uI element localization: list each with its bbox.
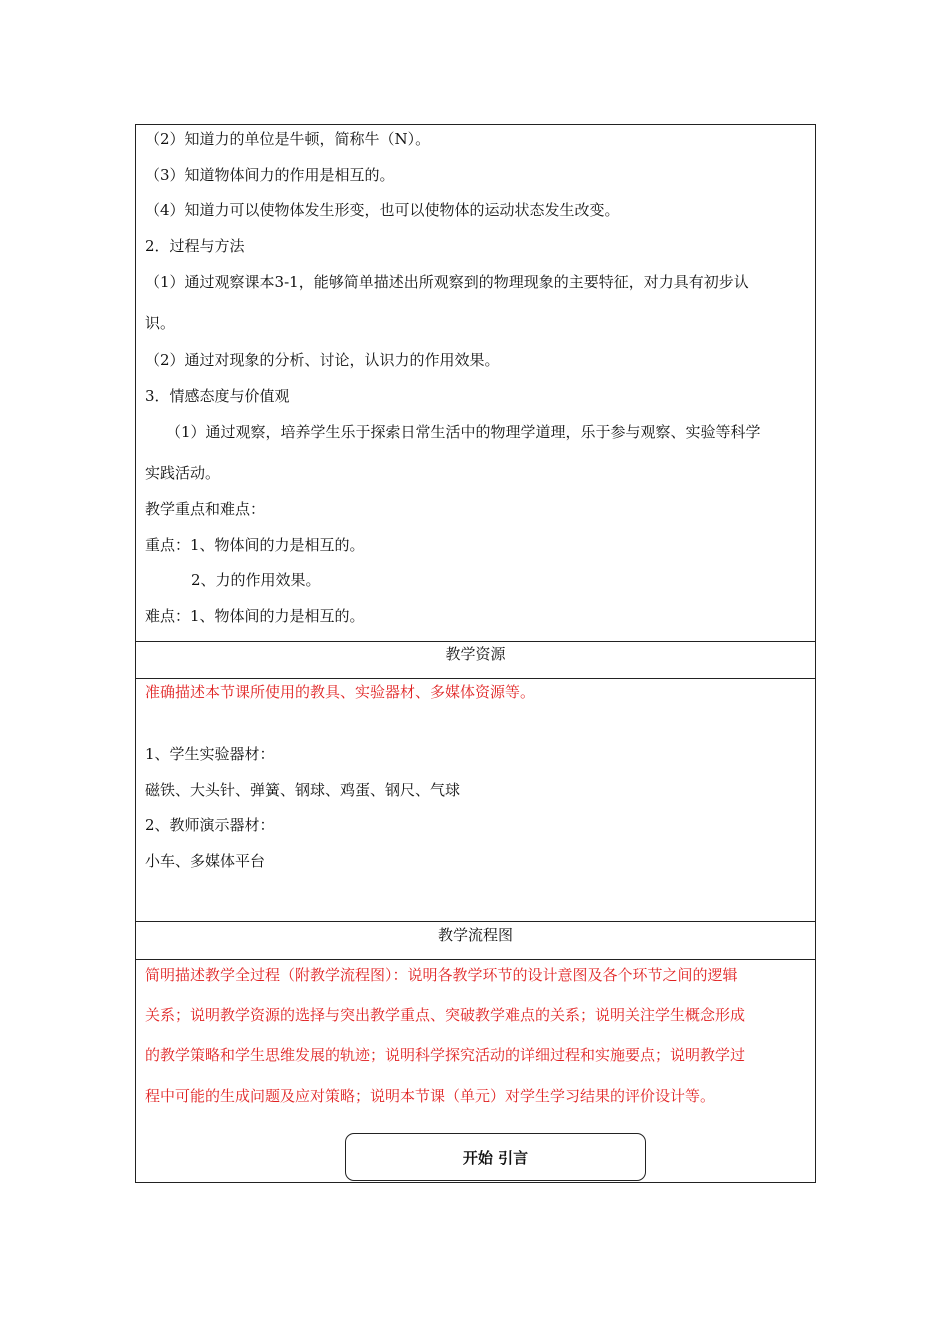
attitude-line: （1）通过观察，培养学生乐于探索日常生活中的物理学道理，乐于参与观察、实验等科学	[166, 423, 761, 441]
flow-instruction-line: 程中可能的生成问题及应对策略；说明本节课（单元）对学生学习结果的评价设计等。	[145, 1087, 716, 1105]
difficulty-line: 难点：1、物体间的力是相互的。	[145, 607, 365, 625]
row-divider	[136, 678, 815, 679]
objective-line: （4）知道力可以使物体发生形变，也可以使物体的运动状态发生改变。	[145, 201, 620, 219]
objective-line: （2）知道力的单位是牛顿，简称牛（N）。	[145, 130, 431, 148]
process-line: （1）通过观察课本3-1，能够简单描述出所观察到的物理现象的主要特征，对力具有初步认	[145, 273, 749, 291]
process-line: 识。	[145, 314, 176, 332]
resources-instruction: 准确描述本节课所使用的教具、实验器材、多媒体资源等。	[145, 683, 536, 701]
resources-line: 磁铁、大头针、弹簧、钢球、鸡蛋、钢尺、气球	[145, 781, 461, 799]
row-divider	[136, 959, 815, 960]
keypoint-line: 2、力的作用效果。	[191, 571, 321, 589]
attitude-heading: 3．情感态度与价值观	[145, 387, 290, 405]
keypoints-heading: 教学重点和难点：	[145, 500, 266, 518]
row-divider	[136, 921, 815, 922]
flowchart-start-label: 开始 引言	[462, 1148, 529, 1167]
flow-title: 教学流程图	[437, 926, 513, 944]
resources-line: 1、学生实验器材：	[145, 745, 275, 763]
keypoint-line: 重点：1、物体间的力是相互的。	[145, 536, 365, 554]
lesson-plan-table	[135, 124, 816, 1183]
flowchart-start-box	[345, 1133, 646, 1181]
flow-instruction-line: 简明描述教学全过程（附教学流程图）：说明各教学环节的设计意图及各个环节之间的逻辑	[145, 966, 738, 984]
resources-line: 2、教师演示器材：	[145, 816, 275, 834]
row-divider	[136, 641, 815, 642]
flow-instruction-line: 的教学策略和学生思维发展的轨迹；说明科学探究活动的详细过程和实施要点；说明教学过	[145, 1046, 746, 1064]
attitude-line: 实践活动。	[145, 464, 221, 482]
flow-instruction-line: 关系；说明教学资源的选择与突出教学重点、突破教学难点的关系；说明关注学生概念形成	[145, 1006, 746, 1024]
process-heading: 2．过程与方法	[145, 237, 245, 255]
objective-line: （3）知道物体间力的作用是相互的。	[145, 166, 395, 184]
resources-line: 小车、多媒体平台	[145, 852, 266, 870]
process-line: （2）通过对现象的分析、讨论，认识力的作用效果。	[145, 351, 500, 369]
resources-title: 教学资源	[445, 645, 506, 663]
